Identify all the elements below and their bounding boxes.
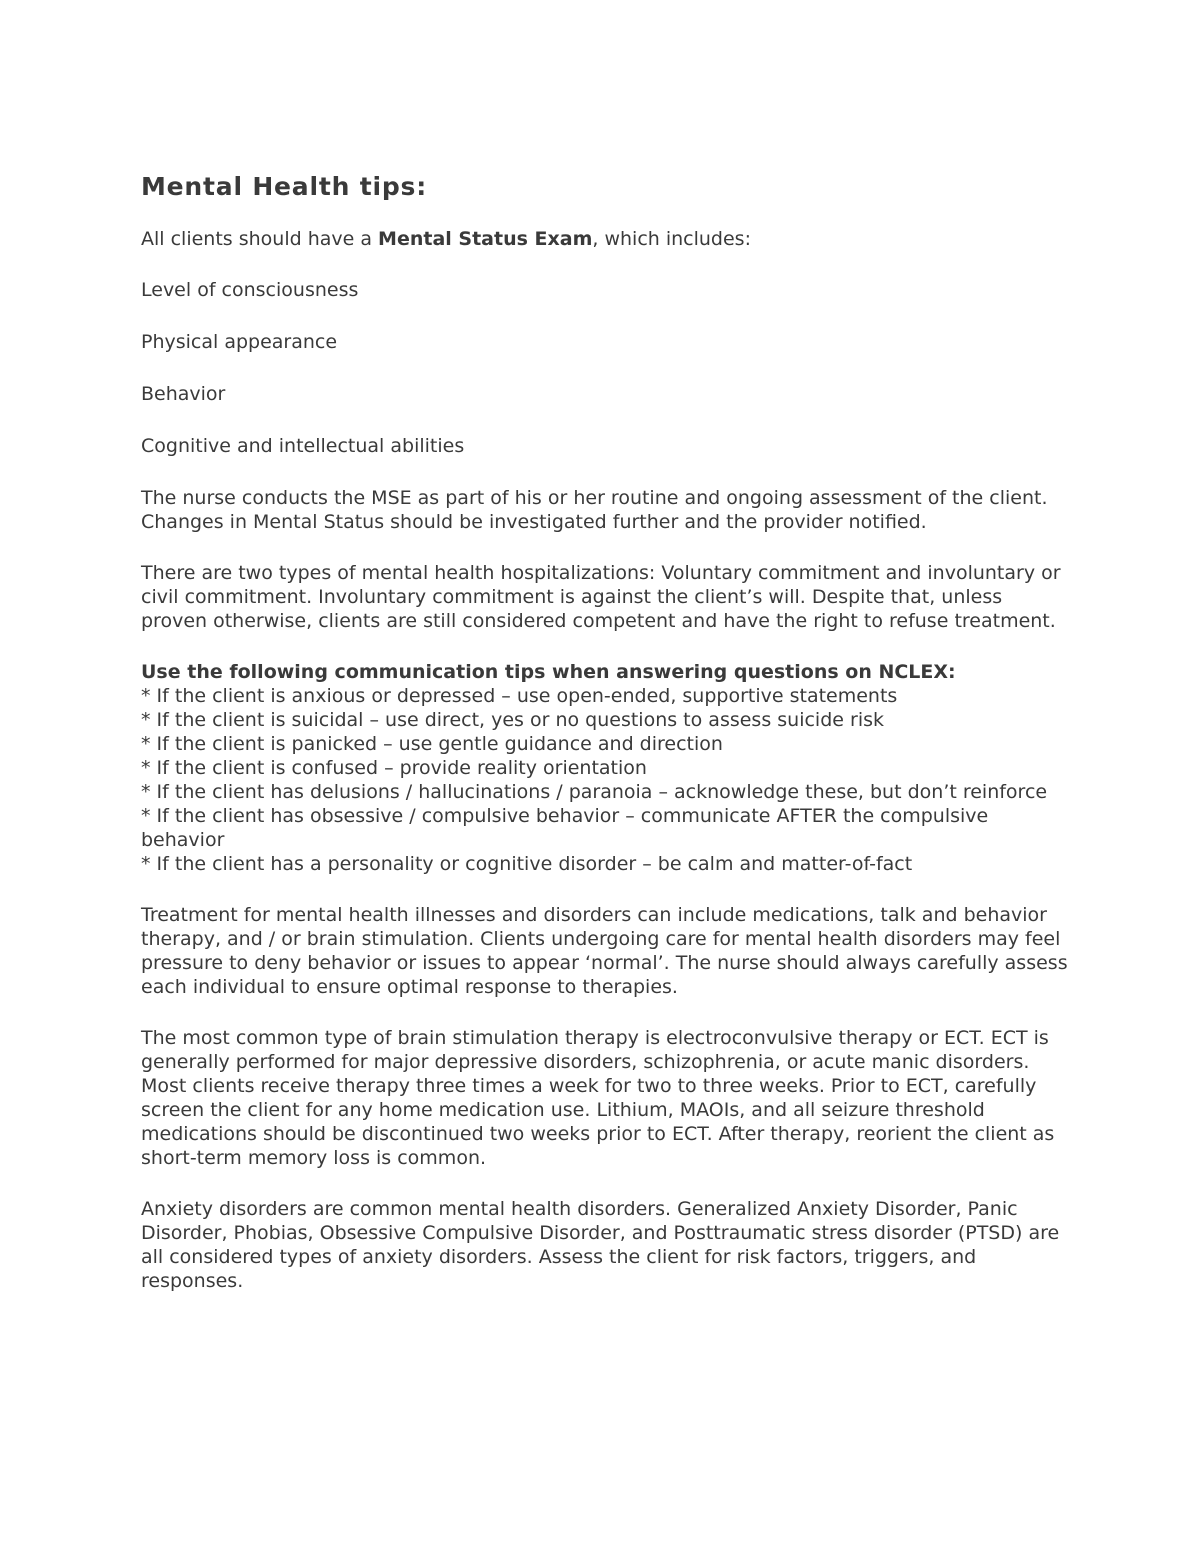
- communication-tip: * If the client has a personality or cognitive disorder – be calm and matter-of-fact: [141, 853, 913, 875]
- communication-tip: * If the client has obsessive / compulsive behavior – communicate AFTER the compulsive behavior: [141, 805, 989, 851]
- hospitalizations-paragraph: There are two types of mental health hospitalizations: Voluntary commitment and involuntary or civil commitment. Involuntary commitment is against the client’s will. Despite that, unless proven otherwise, clients are still considered competent and have the right to refuse treatment.: [141, 562, 1061, 632]
- communication-tips-heading: Use the following communication tips when answering questions on NCLEX:: [141, 661, 956, 683]
- intro-paragraph: [141, 227, 1071, 251]
- document-page: [141, 170, 1071, 1320]
- intro-bold-term: Mental Status Exam: [378, 228, 593, 250]
- intro-text-after: , which includes:: [592, 228, 751, 250]
- mse-item: Level of consciousness: [141, 279, 359, 301]
- document-title: Mental Health tips:: [141, 172, 427, 201]
- anxiety-paragraph: Anxiety disorders are common mental health disorders. Generalized Anxiety Disorder, Panic Disorder, Phobias, Obsessive Compulsive Disorder, and Posttraumatic stress disorder (PTSD) are all considered types of anxiety disorders. Assess the client for risk factors, triggers, and responses.: [141, 1198, 1060, 1292]
- communication-tip: * If the client is panicked – use gentle guidance and direction: [141, 733, 723, 755]
- mse-item: Physical appearance: [141, 331, 338, 353]
- communication-tip: * If the client is confused – provide reality orientation: [141, 757, 647, 779]
- treatment-paragraph: Treatment for mental health illnesses and disorders can include medications, talk and behavior therapy, and / or brain stimulation. Clients undergoing care for mental health disorders may feel pressure to deny behavior or issues to appear ‘normal’. The nurse should always carefully assess each individual to ensure optimal response to therapies.: [141, 904, 1068, 998]
- mse-routine-paragraph: The nurse conducts the MSE as part of his or her routine and ongoing assessment of the client. Changes in Mental Status should be investigated further and the provider notified.: [141, 487, 1048, 533]
- communication-tip: * If the client has delusions / hallucinations / paranoia – acknowledge these, but don’t reinforce: [141, 781, 1048, 803]
- intro-text-before: All clients should have a: [141, 228, 379, 250]
- communication-tips: [141, 660, 1071, 876]
- mse-item: Behavior: [141, 383, 226, 405]
- mse-item: Cognitive and intellectual abilities: [141, 435, 465, 457]
- communication-tip: * If the client is suicidal – use direct, yes or no questions to assess suicide risk: [141, 709, 884, 731]
- communication-tip: * If the client is anxious or depressed – use open-ended, supportive statements: [141, 685, 898, 707]
- ect-paragraph: The most common type of brain stimulation therapy is electroconvulsive therapy or ECT. ECT is generally performed for major depressive disorders, schizophrenia, or acute manic disorders. Most clients receive therapy three times a week for two to three weeks. Prior to ECT, carefully screen the client for any home medication use. Lithium, MAOIs, and all seizure threshold medications should be discontinued two weeks prior to ECT. After therapy, reorient the client as short-term memory loss is common.: [141, 1027, 1055, 1169]
